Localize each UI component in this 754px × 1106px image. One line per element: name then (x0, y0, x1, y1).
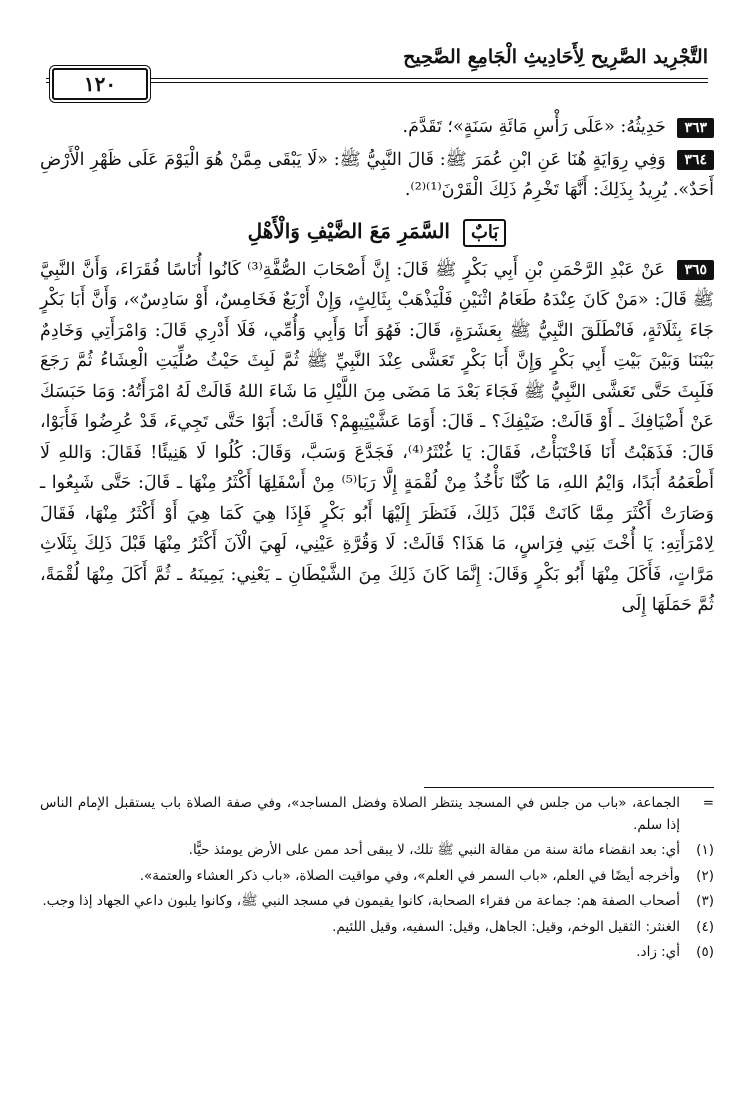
footnote-mark: (٣) (696, 893, 714, 909)
footnote-mark: (١) (696, 842, 714, 858)
footnote-text: أي: بعد انقضاء مائة سنة من مقالة النبي ﷺ تلك، لا يبقى أحد ممن على الأرض يومئذ حيًّا. (188, 842, 680, 858)
chapter-bab-label: بَابٌ (463, 219, 506, 247)
footnote-text: أصحاب الصفة هم: جماعة من فقراء الصحابة، كانوا يقيمون في مسجد النبي ﷺ، وكانوا يلبون داعي الجهاد إذا وجب. (42, 893, 680, 909)
footnote-text: الجماعة، «باب من جلس في المسجد ينتظر الصلاة وفضل المساجد»، وفي صفة الصلاة باب يستقبل الإمام الناس إذا سلم. (40, 795, 680, 833)
footnote-text: وأخرجه أيضًا في العلم، «باب السمر في العلم»، وفي مواقيت الصلاة، «باب ذكر العشاء والعتمة». (139, 867, 680, 884)
hadith-number-badge: ٣٦٤ (677, 150, 714, 170)
hadith-text: وَفِي رِوَايَةٍ هُنَا عَنِ ابْنِ عُمَرَ ﷺ: قَالَ النَّبِيُّ ﷺ: «لَا يَبْقَى مِمَّنْ هُوَ الْيَوْمَ عَلَى ظَهْرِ الْأَرْضِ أَحَدٌ». يُرِيدُ بِذَلِكَ: أَنَّهَا تَخْرِمُ ذَلِكَ الْقَرْنَ⁽¹⁾⁽²⁾. (40, 149, 714, 200)
hadith-text: حَدِيثُهُ: «عَلَى رَأْسِ مَائَةِ سَنَةٍ»؛ تَقَدَّمَ. (402, 117, 666, 137)
footnote-mark: = (702, 795, 714, 811)
footnote-mark: (٢) (696, 867, 714, 884)
hadith-363 (40, 112, 714, 143)
page-header (46, 40, 708, 100)
footnote-item (40, 917, 714, 939)
footnote-mark: (٥) (696, 944, 714, 960)
hadith-number-badge: ٣٦٥ (677, 260, 714, 280)
footnote-item (40, 891, 714, 913)
footnote-text: الغنثر: الثقيل الوخم، وقيل: الجاهل، وقيل: السفيه، وقيل اللئيم. (332, 918, 680, 935)
hadith-number-badge: ٣٦٣ (677, 118, 714, 138)
page-number: ١٢٠ (52, 68, 148, 100)
book-title: التَّجْرِيد الصَّرِيح لِأَحَادِيثِ الْجَامِعِ الصَّحِيح (403, 46, 708, 68)
chapter-title: السَّمَرِ مَعَ الضَّيْفِ وَالْأَهْلِ (247, 218, 450, 243)
footnote-separator (424, 787, 714, 788)
chapter-heading (40, 216, 714, 247)
footnote-item (40, 840, 714, 862)
footnote-item (40, 793, 714, 836)
hadith-365 (40, 255, 714, 621)
footnote-item (40, 866, 714, 888)
footnote-item (40, 942, 714, 964)
hadith-364 (40, 145, 714, 206)
footnote-text: أي: زاد. (636, 944, 680, 960)
main-text (40, 112, 714, 623)
footnote-mark: (٤) (696, 918, 714, 935)
footnotes (40, 793, 714, 968)
hadith-text: عَنْ عَبْدِ الرَّحْمَنِ بْنِ أَبِي بَكْرٍ ﷺ قَالَ: إِنَّ أَصْحَابَ الصُّفَّةِ⁽³⁾ كَانُوا أُنَاسًا فُقَرَاءَ، وَأَنَّ النَّبِيَّ ﷺ قَالَ: «مَنْ كَانَ عِنْدَهُ طَعَامُ اثْنَيْنِ فَلْيَذْهَبْ بِثَالِثٍ، وَإِنْ أَرْبَعٌ فَخَامِسٌ، أَوْ سَادِسٌ»، وَأَنَّ أَبَا بَكْرٍ جَاءَ بِثَلَاثَةٍ، فَانْطَلَقَ النَّبِيُّ ﷺ بِعَشَرَةٍ، قَالَ: فَهُوَ أَنَا وَأَبِي وَأُمِّي، فَلَا أَدْرِي قَالَ: وَامْرَأَتِي وَخَادِمٌ بَيْنَنَا وَبَيْنَ بَيْتِ أَبِي بَكْرٍ وَإِنَّ أَبَا بَكْرٍ تَعَشَّى عِنْدَ النَّبِيِّ ﷺ ثُمَّ لَبِثَ حَيْثُ صُلِّيَتِ الْعِشَاءُ ثُمَّ رَجَعَ فَلَبِثَ حَتَّى تَعَشَّى النَّبِيُّ ﷺ فَجَاءَ بَعْدَ مَا مَضَى مِنَ اللَّيْلِ مَا شَاءَ اللهُ قَالَتْ لَهُ امْرَأَتُهُ: وَمَا حَبَسَكَ عَنْ أَضْيَافِكَ ـ أَوْ قَالَتْ: ضَيْفِكَ؟ ـ قَالَ: أَوَمَا عَشَّيْتِيهِمْ؟ قَالَتْ: أَبَوْا حَتَّى تَجِيءَ، قَدْ عُرِضُوا فَأَبَوْا، قَالَ: فَذَهَبْتُ أَنَا فَاخْتَبَأْتُ، فَقَالَ: يَا غُنْثَرُ⁽⁴⁾، فَجَدَّعَ وَسَبَّ، وَقَالَ: كُلُوا لَا هَنِيئًا! فَقَالَ: وَاللهِ لَا أَطْعَمُهُ أَبَدًا، وَايْمُ اللهِ، مَا كُنَّا نَأْخُذُ مِنْ لُقْمَةٍ إِلَّا رَبَا⁽⁵⁾ مِنْ أَسْفَلِهَا أَكْثَرُ مِنْهَا ـ قَالَ: حَتَّى شَبِعُوا ـ وَصَارَتْ أَكْثَرَ مِمَّا كَانَتْ قَبْلَ ذَلِكَ، فَنَظَرَ إِلَيْهَا أَبُو بَكْرٍ فَإِذَا هِيَ كَمَا هِيَ أَوْ أَكْثَرُ مِنْهَا، فَقَالَ لِامْرَأَتِهِ: يَا أُخْتَ بَنِي فِرَاسٍ، مَا هَذَا؟ قَالَتْ: لَا وَقُرَّةِ عَيْنِي، لَهِيَ الْآنَ أَكْثَرُ مِنْهَا قَبْلَ ذَلِكَ بِثَلَاثِ مَرَّاتٍ، فَأَكَلَ مِنْهَا أَبُو بَكْرٍ وَقَالَ: إِنَّمَا كَانَ ذَلِكَ مِنَ الشَّيْطَانِ ـ يَعْنِي: يَمِينَهُ ـ ثُمَّ أَكَلَ مِنْهَا لُقْمَةً، ثُمَّ حَمَلَهَا إِلَى (40, 259, 714, 615)
